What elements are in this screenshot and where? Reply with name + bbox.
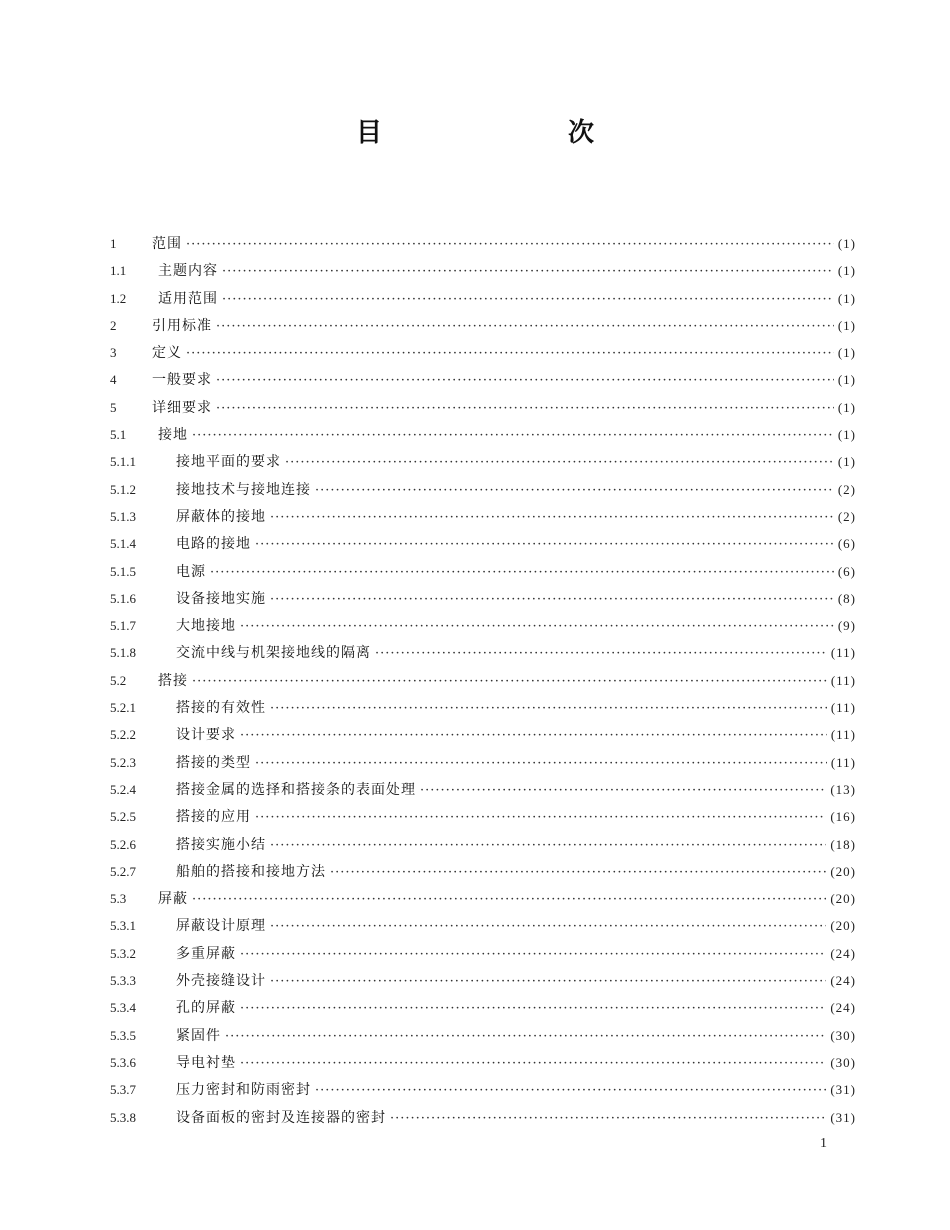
toc-entry[interactable] <box>110 1076 856 1103</box>
toc-entry-number: 5.3.1 <box>110 918 136 934</box>
toc-entry-page: (24) <box>830 973 856 989</box>
toc-entry-page: (20) <box>830 918 856 934</box>
toc-entry-number: 3 <box>110 345 117 361</box>
toc-dot-leader <box>216 367 834 394</box>
toc-entry[interactable] <box>110 585 856 612</box>
toc-entry-number: 5.1.5 <box>110 563 136 579</box>
toc-dot-leader <box>315 477 834 504</box>
toc-dot-leader <box>240 613 834 640</box>
toc-entry-title: 孔的屏蔽 <box>176 1000 236 1017</box>
toc-entry[interactable] <box>110 667 856 694</box>
toc-entry-number: 5.1.6 <box>110 590 136 606</box>
toc-entry[interactable] <box>110 503 856 530</box>
toc-entry[interactable] <box>110 421 856 448</box>
toc-entry-title: 主题内容 <box>158 263 218 280</box>
toc-entry-number: 5.1.2 <box>110 481 136 497</box>
toc-entry-title: 搭接实施小结 <box>176 836 266 853</box>
toc-dot-leader <box>222 286 834 313</box>
toc-entry-title: 外壳接缝设计 <box>176 973 266 990</box>
toc-entry-page: (1) <box>837 290 856 306</box>
toc-entry-page: (11) <box>830 727 856 743</box>
toc-entry-number: 5.1.7 <box>110 618 136 634</box>
toc-entry-number: 5.3.2 <box>110 945 136 961</box>
toc-dot-leader <box>420 777 826 804</box>
toc-entry-title: 详细要求 <box>152 399 212 416</box>
toc-entry[interactable] <box>110 858 856 885</box>
toc-entry-title: 接地 <box>158 427 188 444</box>
toc-entry-page: (11) <box>830 754 856 770</box>
toc-entry-page: (20) <box>830 891 856 907</box>
toc-entry-page: (31) <box>830 1082 856 1098</box>
toc-entry[interactable] <box>110 721 856 748</box>
toc-entry-title: 搭接的有效性 <box>176 700 266 717</box>
toc-entry-page: (1) <box>837 399 856 415</box>
toc-entry[interactable] <box>110 967 856 994</box>
toc-entry-title: 搭接金属的选择和搭接条的表面处理 <box>176 781 416 798</box>
toc-dot-leader <box>330 859 826 886</box>
toc-entry-number: 5.1 <box>110 427 127 443</box>
toc-entry-number: 5.3.8 <box>110 1109 136 1125</box>
toc-entry-page: (24) <box>830 945 856 961</box>
toc-entry-number: 5.2.2 <box>110 727 136 743</box>
toc-entry-number: 5.2.7 <box>110 863 136 879</box>
toc-entry-page: (16) <box>830 809 856 825</box>
toc-entry-page: (18) <box>830 836 856 852</box>
toc-entry-page: (9) <box>837 618 856 634</box>
toc-entry[interactable] <box>110 639 856 666</box>
toc-entry-title: 大地接地 <box>176 618 236 635</box>
toc-dot-leader <box>192 422 834 449</box>
toc-entry-number: 5.1.4 <box>110 536 136 552</box>
toc-entry-page: (6) <box>837 536 856 552</box>
toc-dot-leader <box>255 531 834 558</box>
toc-entry[interactable] <box>110 448 856 475</box>
toc-dot-leader <box>270 832 826 859</box>
toc-entry[interactable] <box>110 230 856 257</box>
toc-dot-leader <box>255 804 826 831</box>
toc-entry-number: 5.1.3 <box>110 508 136 524</box>
toc-entry-number: 5.3.4 <box>110 1000 136 1016</box>
toc-dot-leader <box>222 258 834 285</box>
toc-entry-title: 设备接地实施 <box>176 590 266 607</box>
toc-entry-title: 设备面板的密封及连接器的密封 <box>176 1109 386 1126</box>
toc-entry-title: 压力密封和防雨密封 <box>176 1082 311 1099</box>
toc-entry-page: (2) <box>837 508 856 524</box>
toc-entry-title: 接地技术与接地连接 <box>176 481 311 498</box>
toc-entry-title: 屏蔽 <box>158 891 188 908</box>
toc-entry-page: (1) <box>837 454 856 470</box>
toc-entry[interactable] <box>110 831 856 858</box>
toc-entry-page: (8) <box>837 590 856 606</box>
toc-dot-leader <box>225 1023 826 1050</box>
toc-entry-number: 5.2.6 <box>110 836 136 852</box>
toc-entry[interactable] <box>110 339 856 366</box>
toc-entry[interactable] <box>110 776 856 803</box>
toc-entry-title: 搭接的应用 <box>176 809 251 826</box>
toc-entry[interactable] <box>110 912 856 939</box>
toc-entry-number: 5.3.5 <box>110 1027 136 1043</box>
toc-entry-page: (30) <box>830 1027 856 1043</box>
toc-entry-title: 引用标准 <box>152 317 212 334</box>
toc-entry[interactable] <box>110 1022 856 1049</box>
toc-entry-number: 5.3.7 <box>110 1082 136 1098</box>
toc-entry-page: (1) <box>837 317 856 333</box>
toc-entry-page: (13) <box>830 781 856 797</box>
toc-dot-leader <box>192 668 827 695</box>
toc-dot-leader <box>315 1077 826 1104</box>
toc-entry-page: (24) <box>830 1000 856 1016</box>
toc-entry[interactable] <box>110 1104 856 1131</box>
toc-dot-leader <box>240 1050 826 1077</box>
toc-entry-number: 1.2 <box>110 290 127 306</box>
toc-dot-leader <box>240 722 827 749</box>
toc-entry-number: 1 <box>110 236 117 251</box>
toc-entry-title: 紧固件 <box>176 1027 221 1044</box>
toc-entry[interactable] <box>110 530 856 557</box>
toc-entry-page: (11) <box>830 672 856 688</box>
toc-dot-leader <box>240 995 826 1022</box>
toc-entry[interactable] <box>110 285 856 312</box>
toc-entry-number: 2 <box>110 317 117 333</box>
toc-entry-title: 一般要求 <box>152 372 212 389</box>
toc-entry[interactable] <box>110 1049 856 1076</box>
toc-entry-number: 5.1.1 <box>110 454 136 470</box>
toc-entry-page: (6) <box>837 563 856 579</box>
toc-entry-number: 5.2 <box>110 672 127 688</box>
toc-entry-number: 5.2.5 <box>110 809 136 825</box>
toc-entry[interactable] <box>110 394 856 421</box>
toc-dot-leader <box>216 395 834 422</box>
toc-entry-number: 5.2.1 <box>110 700 136 716</box>
toc-entry-page: (1) <box>837 236 856 251</box>
toc-entry-page: (31) <box>830 1109 856 1125</box>
toc-entry-title: 屏蔽设计原理 <box>176 918 266 935</box>
toc-entry-number: 5.3.6 <box>110 1054 136 1070</box>
toc-entry-title: 多重屏蔽 <box>176 945 236 962</box>
toc-entry-title: 导电衬垫 <box>176 1054 236 1071</box>
toc-entry[interactable] <box>110 612 856 639</box>
toc-entry-number: 5.2.4 <box>110 781 136 797</box>
toc-entry-page: (11) <box>830 645 856 661</box>
toc-entry-page: (11) <box>830 700 856 716</box>
toc-entry[interactable] <box>110 694 856 721</box>
toc-entry[interactable] <box>110 940 856 967</box>
toc-entry-number: 5.2.3 <box>110 754 136 770</box>
toc-entry-title: 接地平面的要求 <box>176 454 281 471</box>
toc-entry-page: (20) <box>830 863 856 879</box>
toc-dot-leader <box>210 559 834 586</box>
table-of-contents <box>110 230 856 1131</box>
toc-dot-leader <box>255 750 827 777</box>
toc-dot-leader <box>375 640 827 667</box>
toc-dot-leader <box>186 231 834 258</box>
toc-entry[interactable] <box>110 803 856 830</box>
toc-entry-number: 5 <box>110 399 117 415</box>
toc-entry-title: 定义 <box>152 345 182 362</box>
toc-entry-page: (1) <box>837 372 856 388</box>
toc-entry-number: 5.1.8 <box>110 645 136 661</box>
page-number: 1 <box>820 1136 827 1151</box>
toc-entry[interactable] <box>110 994 856 1021</box>
toc-dot-leader <box>270 695 827 722</box>
toc-entry-page: (2) <box>837 481 856 497</box>
toc-entry-title: 交流中线与机架接地线的隔离 <box>176 645 371 662</box>
toc-entry-number: 5.3.3 <box>110 973 136 989</box>
toc-entry[interactable] <box>110 366 856 393</box>
toc-dot-leader <box>240 941 826 968</box>
toc-entry-number: 4 <box>110 372 117 388</box>
toc-entry-title: 搭接 <box>158 672 188 689</box>
toc-entry-page: (1) <box>837 263 856 279</box>
page-title: 目 次 <box>355 118 674 148</box>
toc-dot-leader <box>270 913 826 940</box>
toc-entry-page: (1) <box>837 427 856 443</box>
toc-entry-number: 1.1 <box>110 263 127 279</box>
toc-dot-leader <box>270 504 834 531</box>
toc-entry-title: 船舶的搭接和接地方法 <box>176 863 326 880</box>
toc-entry-page: (30) <box>830 1054 856 1070</box>
toc-entry-title: 适用范围 <box>158 290 218 307</box>
toc-entry-title: 屏蔽体的接地 <box>176 508 266 525</box>
toc-entry[interactable] <box>110 749 856 776</box>
toc-entry-title: 设计要求 <box>176 727 236 744</box>
toc-entry[interactable] <box>110 257 856 284</box>
toc-dot-leader <box>192 886 826 913</box>
toc-dot-leader <box>390 1105 826 1132</box>
toc-entry[interactable] <box>110 312 856 339</box>
toc-dot-leader <box>270 586 834 613</box>
toc-dot-leader <box>186 340 834 367</box>
toc-entry-title: 搭接的类型 <box>176 754 251 771</box>
toc-dot-leader <box>285 449 834 476</box>
toc-entry-title: 电路的接地 <box>176 536 251 553</box>
toc-entry-title: 电源 <box>176 563 206 580</box>
toc-entry[interactable] <box>110 558 856 585</box>
toc-entry-page: (1) <box>837 345 856 361</box>
toc-entry[interactable] <box>110 476 856 503</box>
toc-dot-leader <box>270 968 826 995</box>
toc-entry[interactable] <box>110 885 856 912</box>
toc-entry-number: 5.3 <box>110 891 127 907</box>
toc-entry-title: 范围 <box>152 236 182 252</box>
toc-dot-leader <box>216 313 834 340</box>
